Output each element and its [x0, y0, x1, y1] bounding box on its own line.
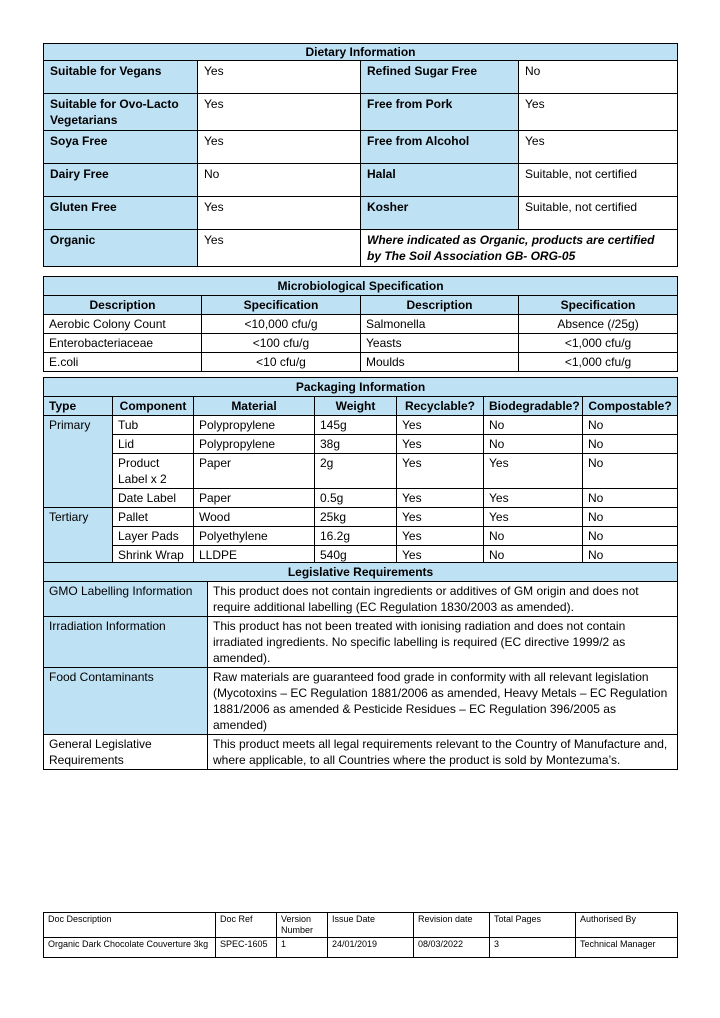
footer-value: 3	[490, 938, 576, 958]
dietary-label: Free from Pork	[361, 94, 519, 131]
micro-cell: E.coli	[44, 353, 202, 372]
legislative-title: Legislative Requirements	[44, 563, 678, 582]
dietary-label: Suitable for Ovo-Lacto Vegetarians	[44, 94, 198, 131]
packaging-cell: Yes	[484, 489, 583, 508]
packaging-table	[43, 377, 678, 565]
table-row	[44, 508, 678, 527]
micro-cell: <1,000 cfu/g	[519, 353, 678, 372]
micro-title: Microbiological Specification	[44, 277, 678, 296]
dietary-label: Suitable for Vegans	[44, 61, 198, 94]
footer-value: 1	[277, 938, 328, 958]
legislative-text: Raw materials are guaranteed food grade in conformity with all relevant legislation (Mycotoxins – EC Regulation 1881/2006 as amended, Heavy Metals – EC Regulation 1881/2006 as amended & Pesticide Residues – EC Regulation 396/2005 as amended)	[208, 668, 678, 735]
packaging-cell: Yes	[397, 527, 484, 546]
table-row	[44, 527, 678, 546]
dietary-value: Yes	[519, 94, 678, 131]
dietary-value: No	[519, 61, 678, 94]
micro-cell: Moulds	[361, 353, 519, 372]
footer-value: 24/01/2019	[328, 938, 414, 958]
legislative-label: General Legislative Requirements	[44, 735, 208, 770]
packaging-cell: 25kg	[315, 508, 397, 527]
footer-value-row	[44, 938, 678, 958]
legislative-text: This product does not contain ingredients or additives of GM origin and does not require additional labelling (EC Regulation 1830/2003 as amended).	[208, 582, 678, 617]
footer-value: Organic Dark Chocolate Couverture 3kg	[44, 938, 216, 958]
packaging-cell: Wood	[194, 508, 315, 527]
packaging-cell: Paper	[194, 489, 315, 508]
legislative-label: GMO Labelling Information	[44, 582, 208, 617]
packaging-cell: Shrink Wrap	[113, 546, 194, 565]
dietary-table	[43, 43, 678, 267]
table-row	[44, 315, 678, 334]
footer-value: Technical Manager	[576, 938, 678, 958]
dietary-label: Kosher	[361, 197, 519, 230]
footer-header-row	[44, 913, 678, 938]
dietary-value: Yes	[519, 131, 678, 164]
packaging-cell: No	[583, 454, 678, 489]
packaging-cell: Date Label	[113, 489, 194, 508]
packaging-cell: No	[583, 416, 678, 435]
micro-cell: Yeasts	[361, 334, 519, 353]
packaging-header-row	[44, 397, 678, 416]
dietary-label: Free from Alcohol	[361, 131, 519, 164]
legislative-label: Irradiation Information	[44, 617, 208, 668]
micro-cell: Enterobacteriaceae	[44, 334, 202, 353]
micro-cell: Aerobic Colony Count	[44, 315, 202, 334]
dietary-row	[44, 230, 678, 267]
packaging-cell: No	[583, 435, 678, 454]
packaging-cell: Polypropylene	[194, 435, 315, 454]
table-row	[44, 334, 678, 353]
column-header: Component	[113, 397, 194, 416]
dietary-row	[44, 197, 678, 230]
organic-value: Yes	[198, 230, 361, 267]
packaging-type-tertiary: Tertiary	[44, 508, 113, 565]
dietary-value: No	[198, 164, 361, 197]
column-header: Recyclable?	[397, 397, 484, 416]
packaging-cell: Yes	[397, 489, 484, 508]
packaging-cell: Yes	[484, 508, 583, 527]
footer-value: SPEC-1605	[216, 938, 277, 958]
column-header: Compostable?	[583, 397, 678, 416]
dietary-label: Refined Sugar Free	[361, 61, 519, 94]
packaging-cell: Tub	[113, 416, 194, 435]
column-header: Specification	[202, 296, 361, 315]
footer-value: 08/03/2022	[414, 938, 490, 958]
micro-cell: Absence (/25g)	[519, 315, 678, 334]
dietary-label: Soya Free	[44, 131, 198, 164]
dietary-value: Suitable, not certified	[519, 164, 678, 197]
footer-header: Doc Description	[44, 913, 216, 938]
packaging-cell: No	[484, 416, 583, 435]
table-row	[44, 582, 678, 617]
table-row	[44, 735, 678, 770]
packaging-cell: No	[583, 508, 678, 527]
microbiological-table	[43, 276, 678, 372]
packaging-cell: No	[484, 435, 583, 454]
footer-header: Version Number	[277, 913, 328, 938]
footer-header: Issue Date	[328, 913, 414, 938]
dietary-row	[44, 164, 678, 197]
packaging-cell: No	[484, 546, 583, 565]
dietary-value: Yes	[198, 131, 361, 164]
packaging-cell: Yes	[484, 454, 583, 489]
table-row	[44, 353, 678, 372]
packaging-cell: 540g	[315, 546, 397, 565]
dietary-row	[44, 94, 678, 131]
dietary-label: Dairy Free	[44, 164, 198, 197]
packaging-cell: Yes	[397, 416, 484, 435]
column-header: Description	[44, 296, 202, 315]
legislative-table	[43, 562, 678, 770]
packaging-cell: No	[583, 527, 678, 546]
packaging-cell: Polyethylene	[194, 527, 315, 546]
packaging-cell: Yes	[397, 546, 484, 565]
legislative-text: This product meets all legal requirements relevant to the Country of Manufacture and, where applicable, to all Countries where the product is sold by Montezuma’s.	[208, 735, 678, 770]
packaging-cell: Lid	[113, 435, 194, 454]
dietary-label: Gluten Free	[44, 197, 198, 230]
table-row	[44, 668, 678, 735]
column-header: Specification	[519, 296, 678, 315]
packaging-cell: No	[583, 489, 678, 508]
organic-note: Where indicated as Organic, products are certified by The Soil Association GB- ORG-05	[361, 230, 678, 267]
dietary-row	[44, 61, 678, 94]
packaging-cell: Yes	[397, 454, 484, 489]
packaging-cell: 145g	[315, 416, 397, 435]
packaging-cell: 38g	[315, 435, 397, 454]
micro-cell: Salmonella	[361, 315, 519, 334]
column-header: Description	[361, 296, 519, 315]
column-header: Biodegradable?	[484, 397, 583, 416]
packaging-title: Packaging Information	[44, 378, 678, 397]
table-row	[44, 435, 678, 454]
packaging-cell: 2g	[315, 454, 397, 489]
micro-cell: <10,000 cfu/g	[202, 315, 361, 334]
table-row	[44, 617, 678, 668]
packaging-cell: LLDPE	[194, 546, 315, 565]
column-header: Type	[44, 397, 113, 416]
packaging-cell: Yes	[397, 435, 484, 454]
table-row	[44, 454, 678, 489]
footer-header: Authorised By	[576, 913, 678, 938]
organic-label: Organic	[44, 230, 198, 267]
dietary-row	[44, 131, 678, 164]
dietary-value: Yes	[198, 61, 361, 94]
packaging-cell: 0.5g	[315, 489, 397, 508]
dietary-value: Yes	[198, 94, 361, 131]
legislative-text: This product has not been treated with ionising radiation and does not contain irradiated ingredients. No specific labelling is required (EC directive 1999/2 as amended).	[208, 617, 678, 668]
dietary-title: Dietary Information	[44, 44, 678, 61]
footer-header: Revision date	[414, 913, 490, 938]
packaging-cell: Pallet	[113, 508, 194, 527]
table-row	[44, 489, 678, 508]
packaging-cell: Layer Pads	[113, 527, 194, 546]
legislative-label: Food Contaminants	[44, 668, 208, 735]
dietary-value: Yes	[198, 197, 361, 230]
packaging-cell: Yes	[397, 508, 484, 527]
packaging-type-primary: Primary	[44, 416, 113, 508]
micro-cell: <1,000 cfu/g	[519, 334, 678, 353]
column-header: Weight	[315, 397, 397, 416]
packaging-cell: 16.2g	[315, 527, 397, 546]
packaging-cell: Polypropylene	[194, 416, 315, 435]
packaging-cell: Paper	[194, 454, 315, 489]
dietary-value: Suitable, not certified	[519, 197, 678, 230]
micro-cell: <10 cfu/g	[202, 353, 361, 372]
packaging-cell: No	[583, 546, 678, 565]
column-header: Material	[194, 397, 315, 416]
packaging-cell: Product Label x 2	[113, 454, 194, 489]
document-footer-table	[43, 912, 678, 958]
packaging-cell: No	[484, 527, 583, 546]
footer-header: Doc Ref	[216, 913, 277, 938]
footer-header: Total Pages	[490, 913, 576, 938]
dietary-label: Halal	[361, 164, 519, 197]
micro-cell: <100 cfu/g	[202, 334, 361, 353]
table-row	[44, 416, 678, 435]
micro-header-row	[44, 296, 678, 315]
